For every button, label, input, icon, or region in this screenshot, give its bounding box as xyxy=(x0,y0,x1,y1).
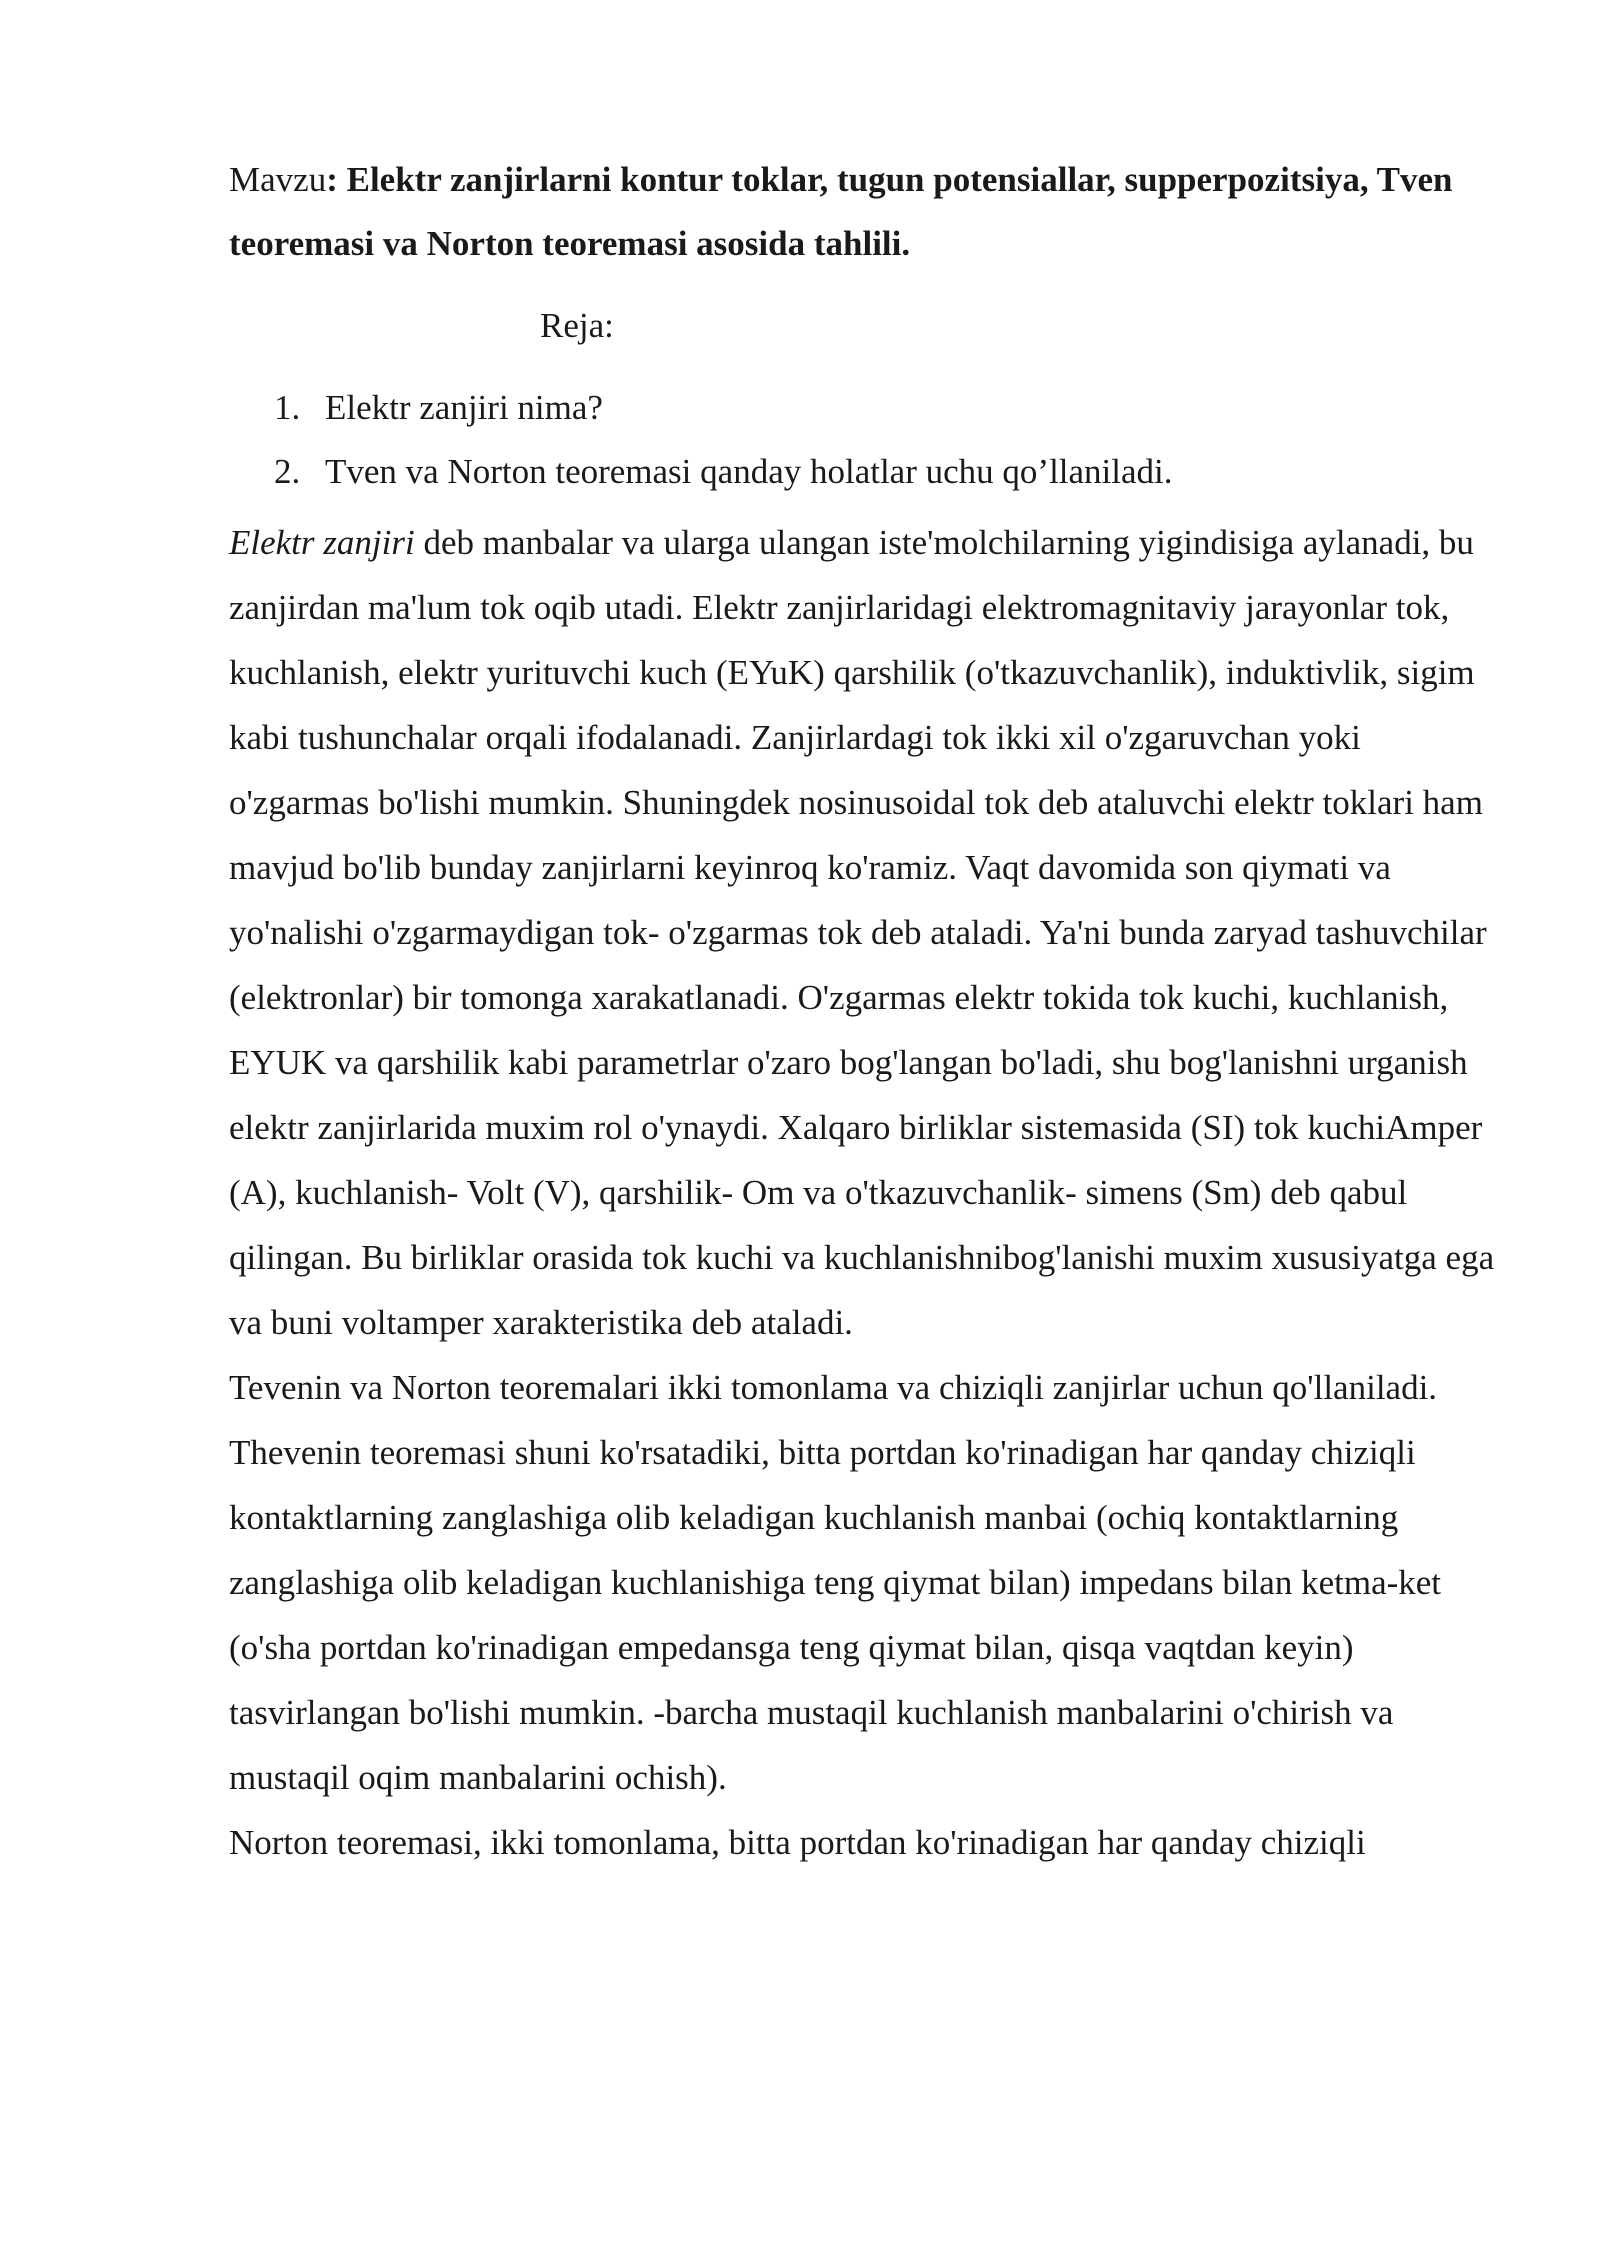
plan-item-number: 2. xyxy=(274,452,301,491)
term-electric-circuit: Elektr zanjiri xyxy=(229,523,415,562)
topic-colon: : xyxy=(326,160,338,199)
paragraph-thevenin: Thevenin teoremasi shuni ko'rsatadiki, bitta portdan ko'rinadigan har qanday chiziqli kontaktlarning zanglashiga olib keladigan kuchlanish manbai (ochiq kontaktlarning zanglashiga olib keladigan kuchlanishiga teng qiymat bilan) impedans bilan ketma-ket (o'sha portdan ko'rinadigan empedansga teng qiymat bilan, qisqa vaqtdan keyin) tasvirlangan bo'lishi mumkin. -barcha mustaqil kuchlanish manbalarini o'chirish va mustaqil oqim manbalarini ochish). xyxy=(229,1433,1442,1797)
paragraph-electric-circuit-text: deb manbalar va ularga ulangan iste'molchilarning yigindisiga aylanadi, bu zanjirdan ma'lum tok oqib utadi. Elektr zanjirlaridagi elektromagnitaviy jarayonlar tok, kuchlanish, elektr yurituvchi kuch (EYuK) qarshilik (o'tkazuvchanlik), induktivlik, sigim kabi tushunchalar orqali ifodalanadi. Zanjirlardagi tok ikki xil o'zgaruvchan yoki o'zgarmas bo'lishi mumkin. Shuningdek nosinusoidal tok deb ataluvchi elektr toklari ham mavjud bo'lib bunday zanjirlarni keyinroq ko'ramiz. Vaqt davomida son qiymati va yo'nalishi o'zgarmaydigan tok- o'zgarmas tok deb ataladi. Ya'ni bunda zaryad tashuvchilar (elektronlar) bir tomonga xarakatlanadi. O'zgarmas elektr tokida tok kuchi, kuchlanish, EYUK va qarshilik kabi parametrlar o'zaro bog'langan bo'ladi, shu bog'lanishni urganish elektr zanjirlarida muxim rol o'ynaydi. Xalqaro birliklar sistemasida (SI) tok kuchiAmper (A), kuchlanish- Volt (V), qarshilik- Om va o'tkazuvchanlik- simens (Sm) deb qabul qilingan. Bu birliklar orasida tok kuchi va kuchlanishnibog'lanishi muxim xususiyatga ega va buni voltamper xarakteristika deb ataladi. xyxy=(229,523,1495,1342)
topic-prefix: Mavzu xyxy=(229,160,327,199)
plan-item-text: Elektr zanjiri nima? xyxy=(325,388,603,427)
plan-item xyxy=(229,440,1494,504)
paragraph-theorems-intro: Tevenin va Norton teoremalari ikki tomonlama va chiziqli zanjirlar uchun qo'llaniladi. xyxy=(229,1368,1438,1407)
body-text xyxy=(229,510,1499,1875)
plan-item-number: 1. xyxy=(274,388,301,427)
plan-item xyxy=(229,376,1494,440)
paragraph-electric-circuit xyxy=(229,510,1499,1355)
topic-title xyxy=(229,148,1494,276)
plan-list xyxy=(229,376,1494,504)
plan-item-text: Tven va Norton teoremasi qanday holatlar uchu qo’llaniladi. xyxy=(325,452,1173,491)
topic-text: Elektr zanjirlarni kontur toklar, tugun potensiallar, supperpozitsiya, Tven teoremasi va Norton teoremasi asosida tahlili. xyxy=(229,160,1453,263)
paragraph-norton: Norton teoremasi, ikki tomonlama, bitta portdan ko'rinadigan har qanday chiziqli xyxy=(229,1823,1366,1862)
document-page xyxy=(229,148,1494,1875)
plan-heading: Reja: xyxy=(540,306,614,345)
